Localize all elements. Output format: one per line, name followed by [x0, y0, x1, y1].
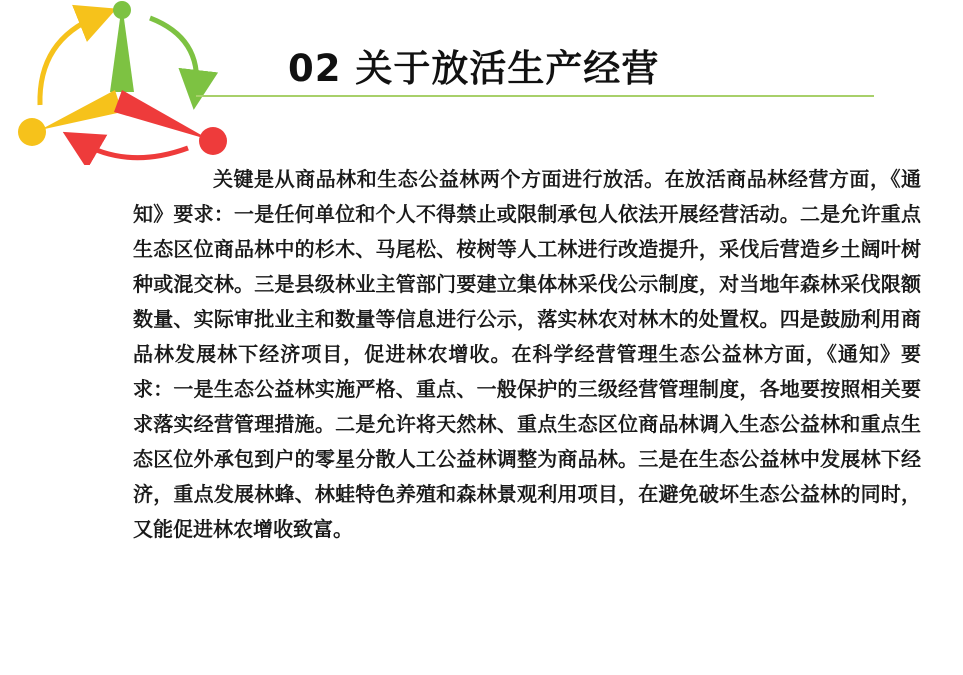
yellow-spike: [40, 90, 122, 130]
recycle-cycle-icon: [10, 0, 235, 165]
green-dot: [113, 1, 131, 19]
red-spike: [114, 90, 210, 140]
body-paragraph: 关键是从商品林和生态公益林两个方面进行放活。在放活商品林经营方面，《通知》要求：一是任何单位和个人不得禁止或限制承包人依法开展经营活动。二是允许重点生态区位商品林中的杉木、马尾松、桉树等人工林进行改造提升，采伐后营造乡土阔叶树种或混交林。三是县级林业主管部门要建立集体林采伐公示制度，对当地年森林采伐限额数量、实际审批业主和数量等信息进行公示，落实林农对林木的处置权。四是鼓励利用商品林发展林下经济项目，促进林农增收。在科学经营管理生态公益林方面，《通知》要求：一是生态公益林实施严格、重点、一般保护的三级经营管理制度，各地要按照相关要求落实经营管理措施。二是允许将天然林、重点生态区位商品林调入生态公益林和重点生态区位外承包到户的零星分散人工公益林调整为商品林。三是在生态公益林中发展林下经济，重点发展林蜂、林蛙特色养殖和森林景观利用项目，在避免破坏生态公益林的同时，又能促进林农增收致富。: [133, 167, 921, 541]
red-curved-arrow: [80, 142, 188, 158]
red-dot: [199, 127, 227, 155]
title-divider: [196, 95, 874, 97]
page-title: 02 关于放活生产经营: [288, 47, 660, 90]
yellow-curved-arrow: [40, 16, 98, 105]
yellow-dot: [18, 118, 46, 146]
green-curved-arrow: [150, 18, 197, 90]
